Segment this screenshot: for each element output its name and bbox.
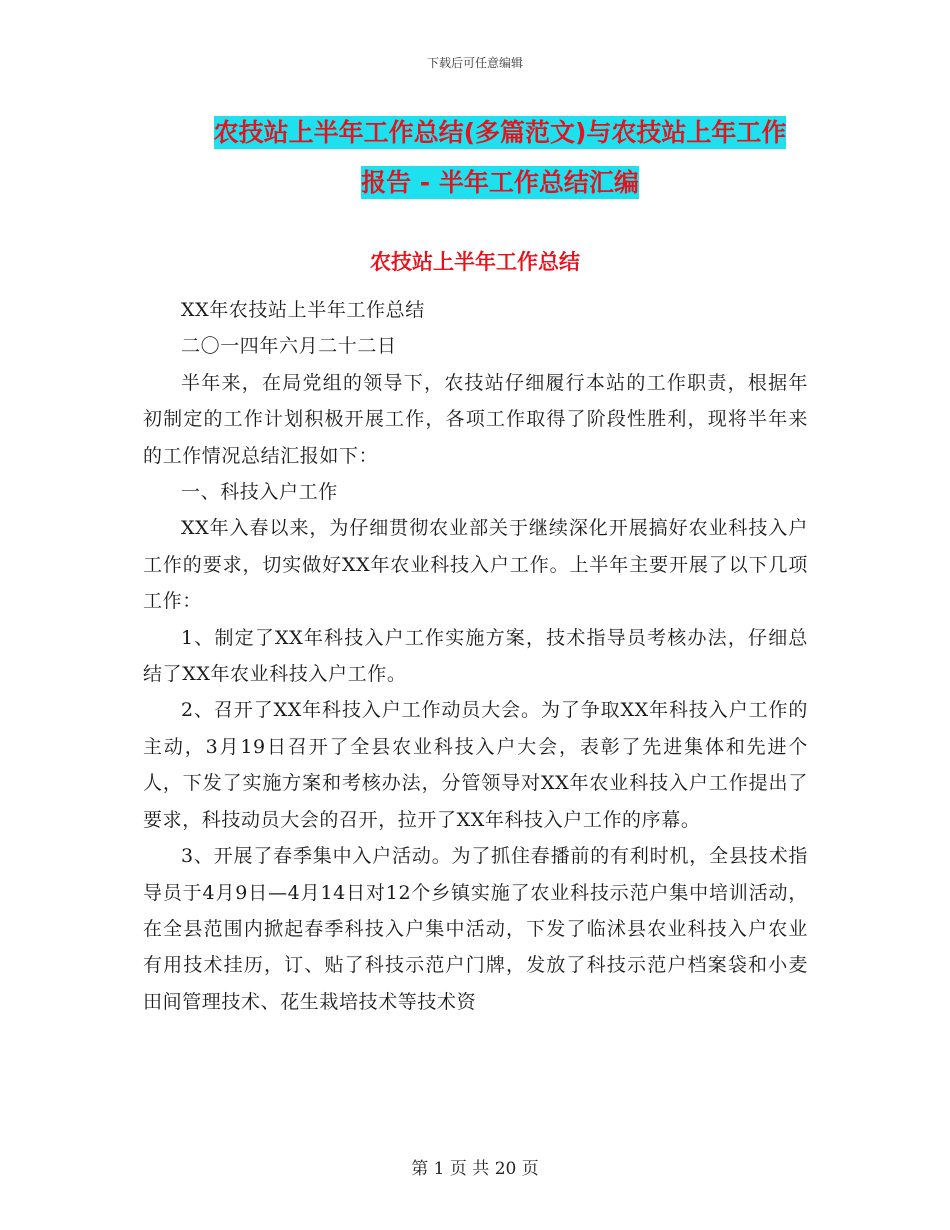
paragraph: 一、科技入户工作: [181, 481, 338, 504]
paragraph: 2、召开了XX年科技入户工作动员大会。为了争取XX年科技入户工作的主动，3月19日召开了全县农业科技入户大会，表彰了先进集体和先进个人，下发了实施方案和考核办法，分管领导对XX年农业科技入户工作提出了要求，科技动员大会的召开，拉开了XX年科技入户工作的序幕。: [143, 699, 808, 831]
document-title: [100, 108, 900, 208]
document-title-line-1: 农技站上半年工作总结(多篇范文)与农技站上年工作: [213, 118, 787, 147]
section-title: 农技站上半年工作总结: [370, 250, 580, 274]
paragraph: XX年农技站上半年工作总结: [181, 299, 425, 321]
page-footer: 第 1 页 共 20 页: [411, 1159, 539, 1179]
body-text: [143, 292, 808, 1020]
paragraph: 1、制定了XX年科技入户工作实施方案，技术指导员考核办法，仔细总结了XX年农业科技入户工作。: [143, 626, 808, 686]
paragraph: XX年入春以来，为仔细贯彻农业部关于继续深化开展搞好农业科技入户工作的要求，切实做好XX年农业科技入户工作。上半年主要开展了以下几项工作：: [143, 517, 808, 613]
document-title-line-2: 报告 - 半年工作总结汇编: [361, 168, 639, 197]
header-note: 下载后可任意编辑: [426, 56, 523, 70]
paragraph: 3、开展了春季集中入户活动。为了抓住春播前的有利时机，全县技术指导员于4月9日—4月14日对12个乡镇实施了农业科技示范户集中培训活动，在全县范围内掀起春季科技入户集中活动，下发了临沭县农业科技入户农业有用技术挂历，订、贴了科技示范户门牌，发放了科技示范户档案袋和小麦田间管理技术、花生栽培技术等技术资: [143, 845, 808, 1013]
paragraph: 半年来，在局党组的领导下，农技站仔细履行本站的工作职责，根据年初制定的工作计划积极开展工作，各项工作取得了阶段性胜利，现将半年来的工作情况总结汇报如下：: [143, 371, 808, 467]
paragraph: 二〇一四年六月二十二日: [181, 335, 397, 358]
